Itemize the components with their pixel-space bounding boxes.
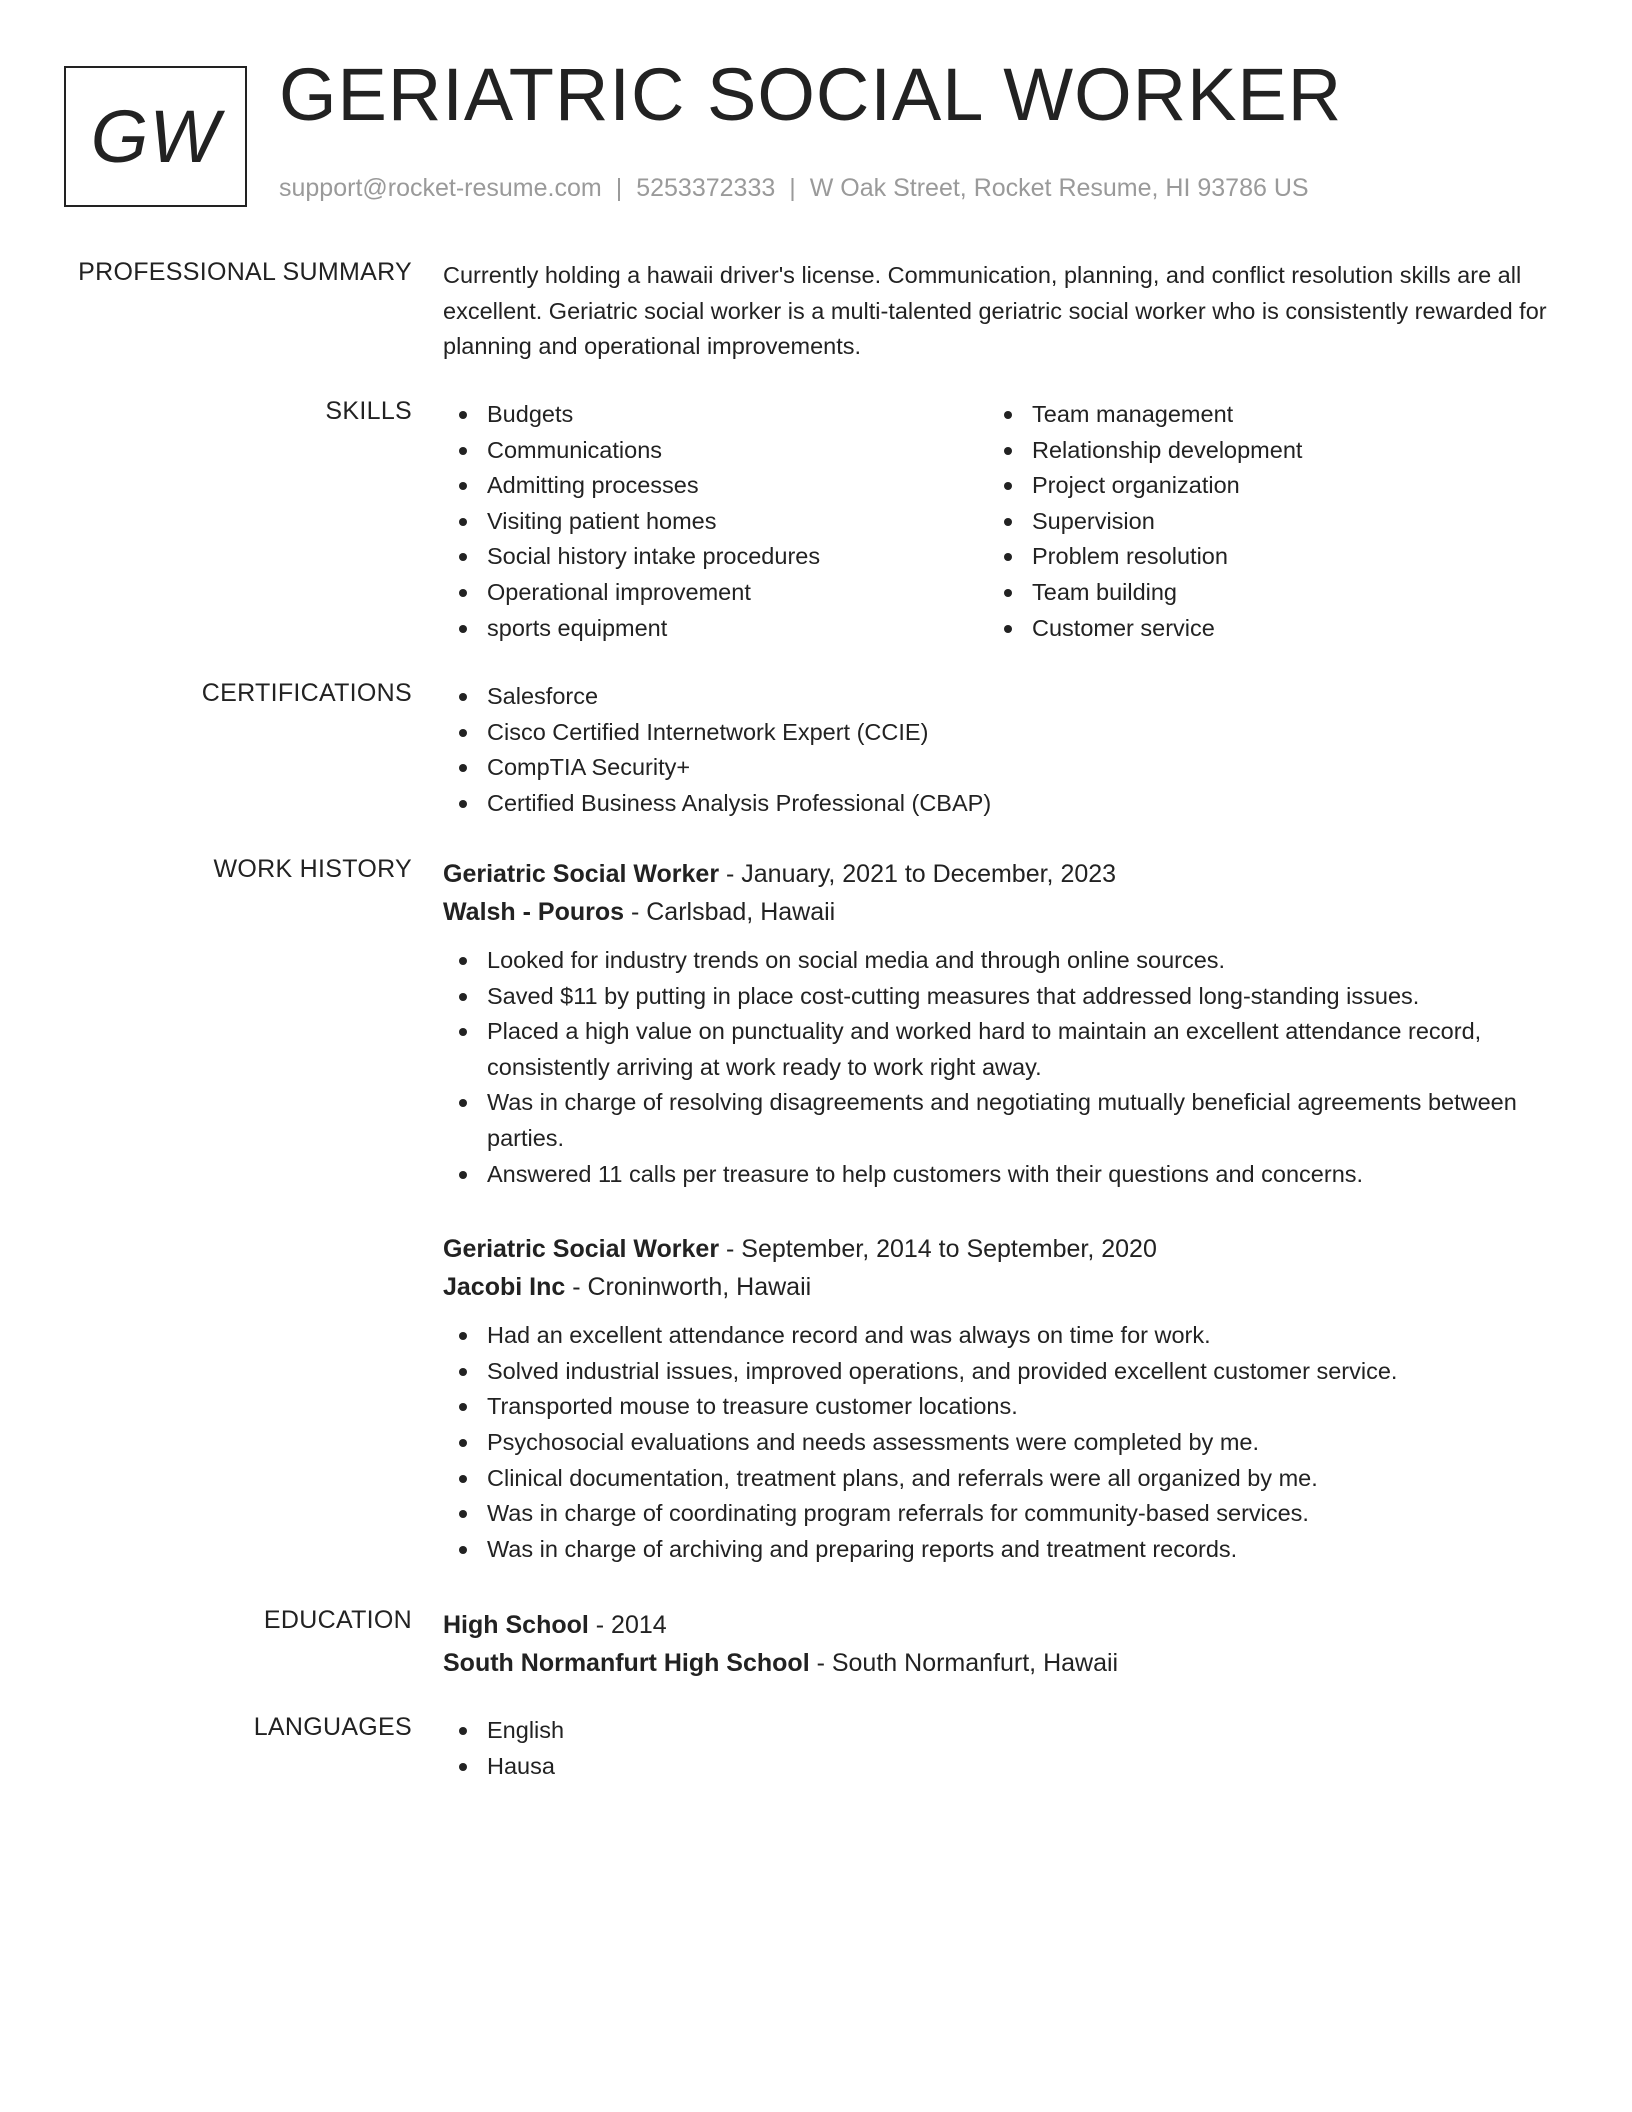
job-company: Jacobi Inc xyxy=(443,1273,566,1302)
job-entry xyxy=(443,1230,1563,1567)
list-item: Communications xyxy=(443,433,988,469)
job-location: - Croninworth, Hawaii xyxy=(565,1273,812,1302)
section-title-work: WORK HISTORY xyxy=(213,855,412,883)
list-item: Certified Business Analysis Professional (CBAP) xyxy=(443,786,1563,822)
job-location: - Carlsbad, Hawaii xyxy=(624,898,836,926)
list-item: Hausa xyxy=(443,1749,1563,1785)
list-item: Answered 11 calls per treasure to help customers with their questions and concerns. xyxy=(443,1157,1563,1193)
summary-body xyxy=(443,258,1563,365)
contact-phone[interactable]: 5253372333 xyxy=(636,174,776,202)
list-item: Relationship development xyxy=(988,433,1533,469)
list-item: Saved $11 by putting in place cost-cutting measures that addressed long-standing issues. xyxy=(443,979,1563,1015)
job-dates: - September, 2014 to September, 2020 xyxy=(719,1235,1157,1264)
section-title-education: EDUCATION xyxy=(263,1606,412,1634)
education-school: South Normanfurt High School xyxy=(443,1649,810,1677)
summary-text: Currently holding a hawaii driver's license. Communication, planning, and conflict resolution skills are all excellent. Geriatric social worker is a multi-talented geriatric social worker who is consistently rewarded for planning and operational improvements. xyxy=(443,262,1547,360)
list-item: Cisco Certified Internetwork Expert (CCIE) xyxy=(443,715,1563,751)
job-bullets xyxy=(443,943,1563,1192)
education-location: - South Normanfurt, Hawaii xyxy=(809,1649,1119,1677)
list-item: Budgets xyxy=(443,397,988,433)
page-title: GERIATRIC SOCIAL WORKER xyxy=(279,53,1343,136)
job-bullets xyxy=(443,1318,1563,1567)
list-item: Project organization xyxy=(988,468,1533,504)
job-role: Geriatric Social Worker xyxy=(443,1235,720,1264)
section-title-certifications: CERTIFICATIONS xyxy=(201,679,412,707)
education-degree-line xyxy=(443,1606,1563,1644)
skills-list-right xyxy=(988,397,1533,646)
list-item: Customer service xyxy=(988,611,1533,647)
skills-list-left xyxy=(443,397,988,646)
list-item: Admitting processes xyxy=(443,468,988,504)
list-item: Clinical documentation, treatment plans, and referrals were all organized by me. xyxy=(443,1461,1563,1497)
education-degree: High School xyxy=(443,1611,589,1639)
list-item: CompTIA Security+ xyxy=(443,750,1563,786)
contact-line xyxy=(279,174,1309,203)
list-item: Team building xyxy=(988,575,1533,611)
contact-address: W Oak Street, Rocket Resume, HI 93786 US xyxy=(809,174,1309,202)
list-item: Placed a high value on punctuality and worked hard to maintain an excellent attendance record, consistently arriving at work ready to work right away. xyxy=(443,1014,1563,1085)
job-title-line xyxy=(443,855,1563,893)
skills-body xyxy=(443,397,1563,646)
job-company-line xyxy=(443,893,1563,931)
list-item: Visiting patient homes xyxy=(443,504,988,540)
list-item: Operational improvement xyxy=(443,575,988,611)
list-item: English xyxy=(443,1713,1563,1749)
separator: | xyxy=(789,174,796,202)
education-body xyxy=(443,1606,1563,1694)
list-item: Had an excellent attendance record and was always on time for work. xyxy=(443,1318,1563,1354)
list-item: Was in charge of coordinating program referrals for community-based services. xyxy=(443,1496,1563,1532)
list-item: Solved industrial issues, improved operations, and provided excellent customer service. xyxy=(443,1354,1563,1390)
section-title-summary: PROFESSIONAL SUMMARY xyxy=(78,258,412,286)
job-title-line xyxy=(443,1230,1563,1268)
certifications-list xyxy=(443,679,1563,821)
list-item: sports equipment xyxy=(443,611,988,647)
list-item: Was in charge of archiving and preparing reports and treatment records. xyxy=(443,1532,1563,1568)
list-item: Was in charge of resolving disagreements and negotiating mutually beneficial agreements between parties. xyxy=(443,1085,1563,1156)
section-title-languages: LANGUAGES xyxy=(253,1713,412,1741)
section-title-skills: SKILLS xyxy=(325,397,412,425)
list-item: Looked for industry trends on social media and through online sources. xyxy=(443,943,1563,979)
job-company-line xyxy=(443,1268,1563,1306)
job-role: Geriatric Social Worker xyxy=(443,860,720,888)
list-item: Salesforce xyxy=(443,679,1563,715)
languages-list xyxy=(443,1713,1563,1784)
list-item: Problem resolution xyxy=(988,539,1533,575)
list-item: Social history intake procedures xyxy=(443,539,988,575)
separator: | xyxy=(615,174,623,202)
list-item: Transported mouse to treasure customer locations. xyxy=(443,1389,1563,1425)
contact-email[interactable]: support@rocket-resume.com xyxy=(279,174,602,202)
monogram: GW xyxy=(64,66,247,207)
list-item: Team management xyxy=(988,397,1533,433)
list-item: Psychosocial evaluations and needs assessments were completed by me. xyxy=(443,1425,1563,1461)
job-dates: - January, 2021 to December, 2023 xyxy=(719,860,1117,888)
education-year: - 2014 xyxy=(588,1611,667,1639)
job-entry xyxy=(443,855,1563,1192)
job-company: Walsh - Pouros xyxy=(443,898,625,926)
list-item: Supervision xyxy=(988,504,1533,540)
work-body xyxy=(443,855,1563,1567)
certifications-body xyxy=(443,679,1563,821)
languages-body xyxy=(443,1713,1563,1784)
education-school-line xyxy=(443,1644,1563,1682)
